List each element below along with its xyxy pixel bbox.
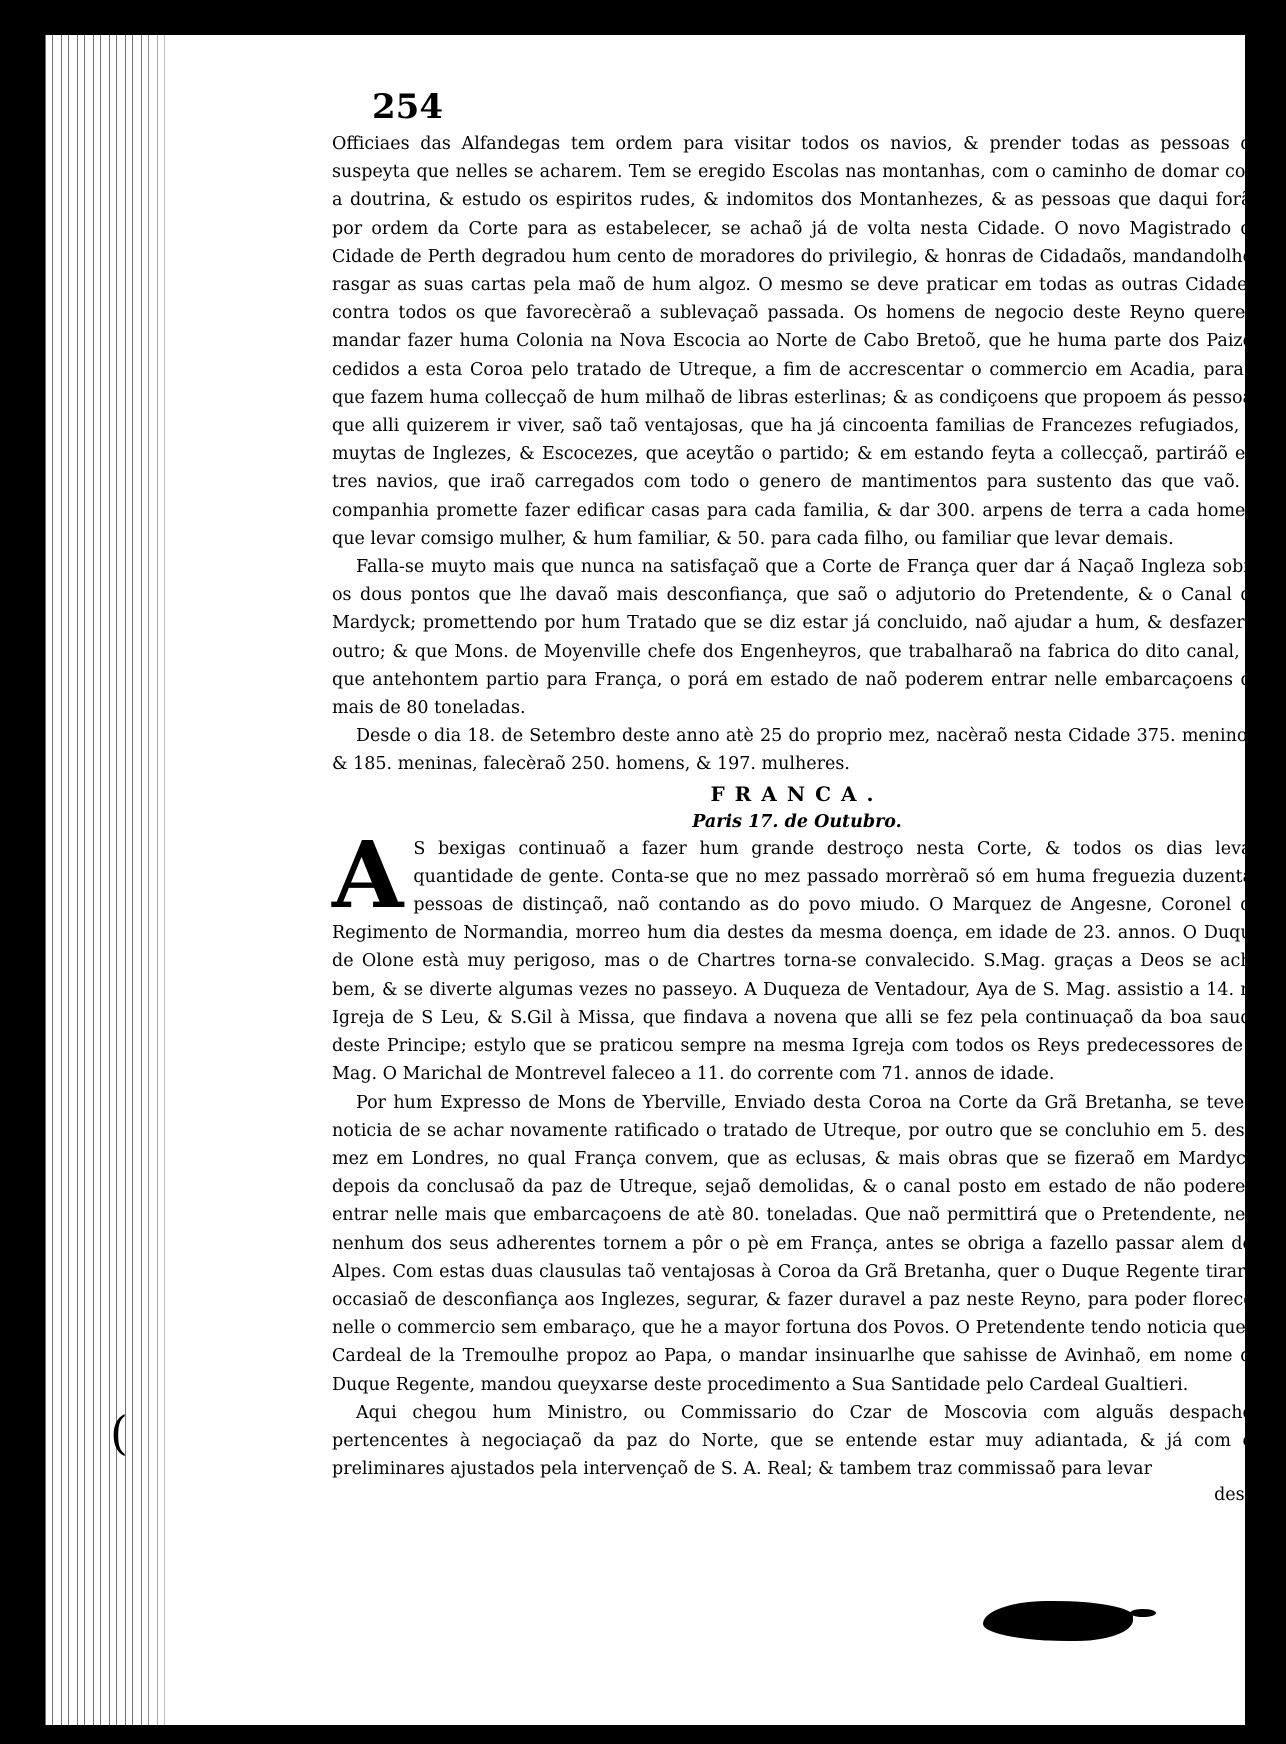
printed-text-block <box>332 87 1262 1507</box>
page-edge-fade <box>140 35 185 1725</box>
page-number: 254 <box>372 87 443 127</box>
paragraph-births-deaths: Desde o dia 18. de Setembro deste anno atè 25 do proprio mez, nacèraõ nesta Cidade 375. meninos, & 185. meninas, falecèraõ 250. homens, & 197. mulheres. <box>332 726 1262 775</box>
catchword: deste <box>1214 1485 1262 1506</box>
ink-blot <box>983 1601 1133 1641</box>
paragraph-france-satisfaction: Falla-se muyto mais que nunca na satisfaçaõ que a Corte de França quer dar á Naçaõ Ingleza sobre os dous pontos que lhe davaõ mais desconfiança, que saõ o adjutorio do Pretendente, & o Canal de Mardyck; promettendo por hum Tratado que se diz estar já concluido, naõ ajudar a hum, & desfazer o outro; & que Mons. de Moyenville chefe dos Engenheyros, que trabalharaõ na fabrica do dito canal, & que antehontem partio para França, o porá em estado de naõ poderem entrar nelle embarcaçoens de mais de 80 toneladas. <box>332 557 1262 719</box>
paragraph-utrecht-treaty: Por hum Expresso de Mons de Yberville, Enviado desta Coroa na Corte da Grã Bretanha, se teve a noticia de se achar novamente ratificado o tratado de Utreque, por outro que se concluhio em 5. deste mez em Londres, no qual França convem, que as eclusas, & mais obras que se fizeraõ em Mardyck, depois da conclusaõ da paz de Utreque, sejaõ demolidas, & o canal posto em estado de não poderem entrar nelle mais que embarcaçoens de atè 80. toneladas. Que naõ permittirá que o Pretendente, nem nenhum dos seus adherentes tornem a pôr o pè em França, antes se obriga a fazello passar alem dos Alpes. Com estas duas clausulas taõ ventajosas à Coroa da Grã Bretanha, quer o Duque Regente tirar a occasiaõ de desconfiança aos Inglezes, segurar, & fazer duravel a paz neste Reyno, para poder florecer nelle o commercio sem embaraço, que he a mayor fortuna dos Povos. O Pretendente tendo noticia que o Cardeal de la Tremoulhe propoz ao Papa, o mandar insinuarlhe que sahisse de Avinhaõ, em nome do Duque Regente, mandou queyxarse deste procedimento a Sua Santidade pelo Cardeal Gualtieri. <box>332 1092 1262 1395</box>
drop-cap: A <box>332 820 404 929</box>
page-sheet <box>45 35 1262 1725</box>
margin-ink-mark: ( <box>110 1406 128 1460</box>
paragraph-czar-minister: Aqui chegou hum Ministro, ou Commissario do Czar de Moscovia com alguãs despachos pertencentes à negociaçaõ da paz do Norte, que se entende estar muy adiantada, & já com os preliminares ajustados pela intervençaõ de S. A. Real; & tambem traz commissaõ para levar <box>332 1402 1262 1480</box>
paragraph-scotland-news: Officiaes das Alfandegas tem ordem para visitar todos os navios, & prender todas as pessoas de suspeyta que nelles se acharem. Tem se eregido Escolas nas montanhas, com o caminho de domar com a doutrina, & estudo os espiritos rudes, & indomitos dos Montanhezes, & as pessoas que daqui forão por ordem da Corte para as estabelecer, se achaõ já de volta nesta Cidade. O novo Magistrado da Cidade de Perth degradou hum cento de moradores do privilegio, & honras de Cidadaõs, mandandolhes rasgar as suas cartas pela maõ de hum algoz. O mesmo se deve praticar em todas as outras Cidades, contra todos os que favorecèraõ a sublevaçaõ passada. Os homens de negocio deste Reyno querem mandar fazer huma Colonia na Nova Escocia ao Norte de Cabo Bretoõ, que he huma parte dos Paizes cedidos a esta Coroa pelo tratado de Utreque, a fim de accrescentar o commercio em Acadia, para o que fazem huma collecçaõ de hum milhaõ de libras esterlinas; & as condiçoens que propoem ás pessoas que alli quizerem ir viver, saõ taõ ventajosas, que ha já cincoenta familias de Francezes refugiados, & muytas de Inglezes, & Escocezes, que aceytão o partido; & em estando feyta a collecçaõ, partiráõ em tres navios, que iraõ carregados com todo o genero de mantimentos para sustento das que vaõ. A companhia promette fazer edificar casas para cada familia, & dar 300. arpens de terra a cada homem que levar comsigo mulher, & hum familiar, & 50. para cada filho, ou familiar que levar demais. <box>332 134 1262 549</box>
dateline-paris: Paris 17. de Outubro. <box>692 811 902 832</box>
section-heading-france: FRANCA. <box>710 781 884 806</box>
paragraph-smallpox-text: S bexigas continuaõ a fazer hum grande destroço nesta Corte, & todos os dias levaõ quantidade de gente. Conta-se que no mez passado morrèraõ só em huma freguezia duzentas pessoas de distinçaõ, naõ contando as do povo miudo. O Marquez de Angesne, Coronel do Regimento de Normandia, morreo hum dia destes da mesma doença, em idade de 23. annos. O Duque de Olone està muy perigoso, mas o de Chartres torna-se convalecido. S.Mag. graças a Deos se acha bem, & se diverte algumas vezes no passeyo. A Duqueza de Ventadour, Aya de S. Mag. assistio a 14. na Igreja de S Leu, & S.Gil à Missa, que findava a novena que alli se fez pela continuaçaõ da boa saude deste Principe; estylo que se praticou sempre na mesma Igreja com todos os Reys predecessores de S Mag. O Marichal de Montrevel faleceo a 11. do corrente com 71. annos de idade. <box>332 838 1262 1085</box>
ink-blot-small <box>1130 1609 1156 1617</box>
